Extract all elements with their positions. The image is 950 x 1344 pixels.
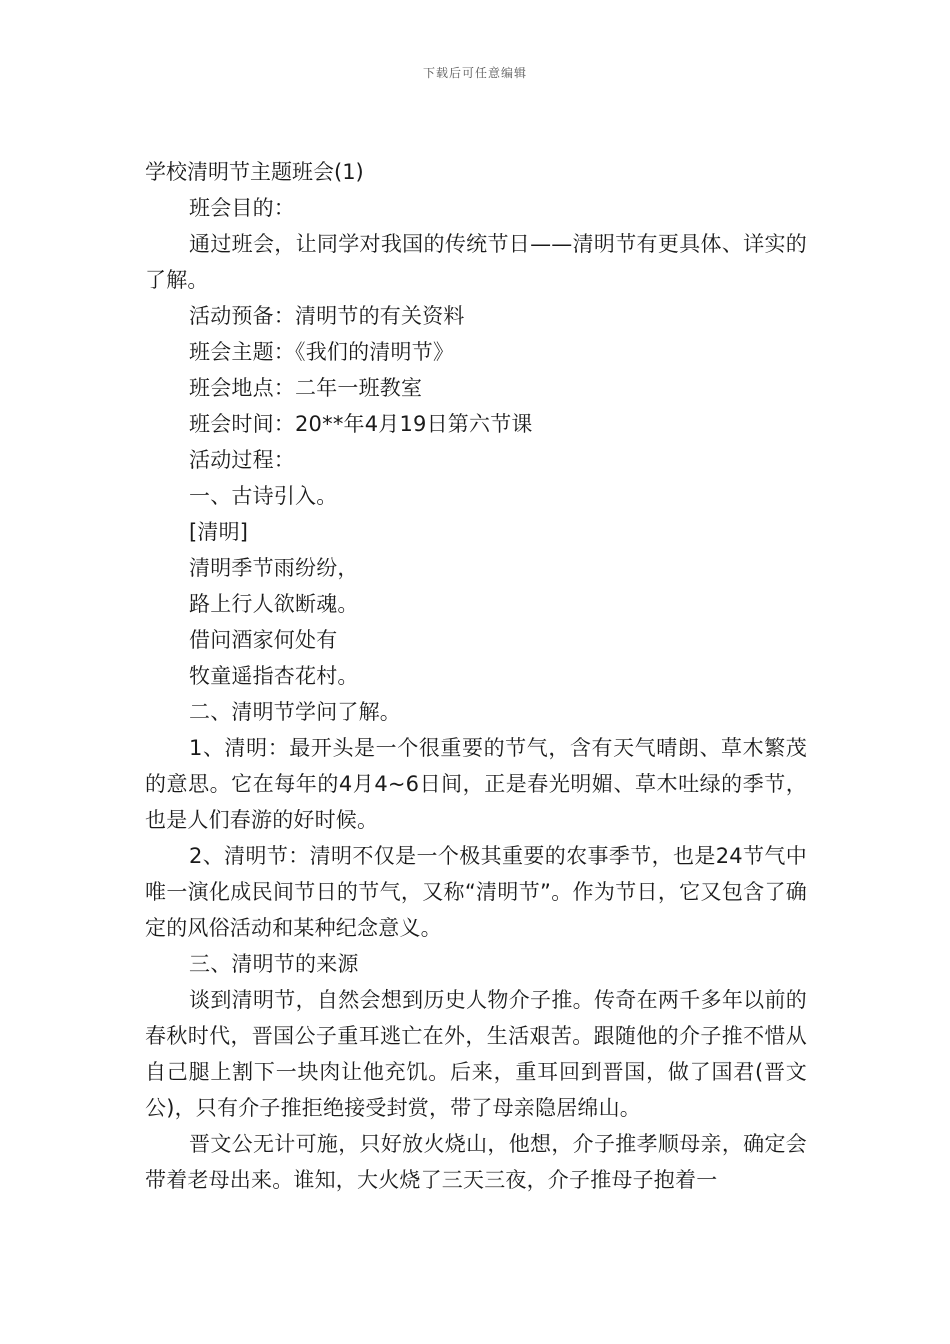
poem-title: [清明] (189, 520, 249, 544)
poem-line: 借问酒家何处有 (189, 628, 338, 652)
paragraph-location: 班会地点：二年一班教室 (189, 376, 423, 400)
paragraph-time: 班会时间：20**年4月19日第六节课 (189, 412, 533, 436)
section-heading-poem: 一、古诗引入。 (189, 484, 338, 508)
paragraph-purpose: 通过班会，让同学对我国的传统节日——清明节有更具体、详实的了解。 (145, 232, 807, 292)
paragraph-qingming-solar-term: 1、清明：最开头是一个很重要的节气，含有天气晴朗、草木繁茂的意思。它在每年的4月4~6日间，正是春光明媚、草木吐绿的季节，也是人们春游的好时候。 (145, 736, 807, 832)
poem-line: 清明季节雨纷纷， (189, 556, 359, 580)
document-body (145, 154, 807, 1198)
paragraph-origin-story: 谈到清明节，自然会想到历史人物介子推。传奇在两千多年以前的春秋时代，晋国公子重耳逃亡在外，生活艰苦。跟随他的介子推不惜从自己腿上割下一块肉让他充饥。后来，重耳回到晋国，做了国君(晋文公)，只有介子推拒绝接受封赏，带了母亲隐居绵山。 (145, 988, 807, 1120)
paragraph-purpose-label: 班会目的： (189, 196, 295, 220)
document-title: 学校清明节主题班会(1) (145, 160, 364, 184)
header-note: 下载后可任意编辑 (422, 66, 527, 80)
poem-line: 牧童遥指杏花村。 (189, 664, 359, 688)
page-header (0, 64, 950, 81)
paragraph-origin-story-continued: 晋文公无计可施，只好放火烧山，他想，介子推孝顺母亲，确定会带着老母出来。谁知，大火烧了三天三夜，介子推母子抱着一 (145, 1132, 807, 1192)
paragraph-preparation: 活动预备：清明节的有关资料 (189, 304, 465, 328)
section-heading-origin: 三、清明节的来源 (189, 952, 359, 976)
paragraph-process-label: 活动过程： (189, 448, 295, 472)
paragraph-qingming-festival: 2、清明节：清明不仅是一个极其重要的农事季节，也是24节气中唯一演化成民间节日的节气，又称“清明节”。作为节日，它又包含了确定的风俗活动和某种纪念意义。 (145, 844, 807, 940)
section-heading-knowledge: 二、清明节学问了解。 (189, 700, 401, 724)
poem-line: 路上行人欲断魂。 (189, 592, 359, 616)
paragraph-theme: 班会主题：《我们的清明节》 (189, 340, 455, 364)
